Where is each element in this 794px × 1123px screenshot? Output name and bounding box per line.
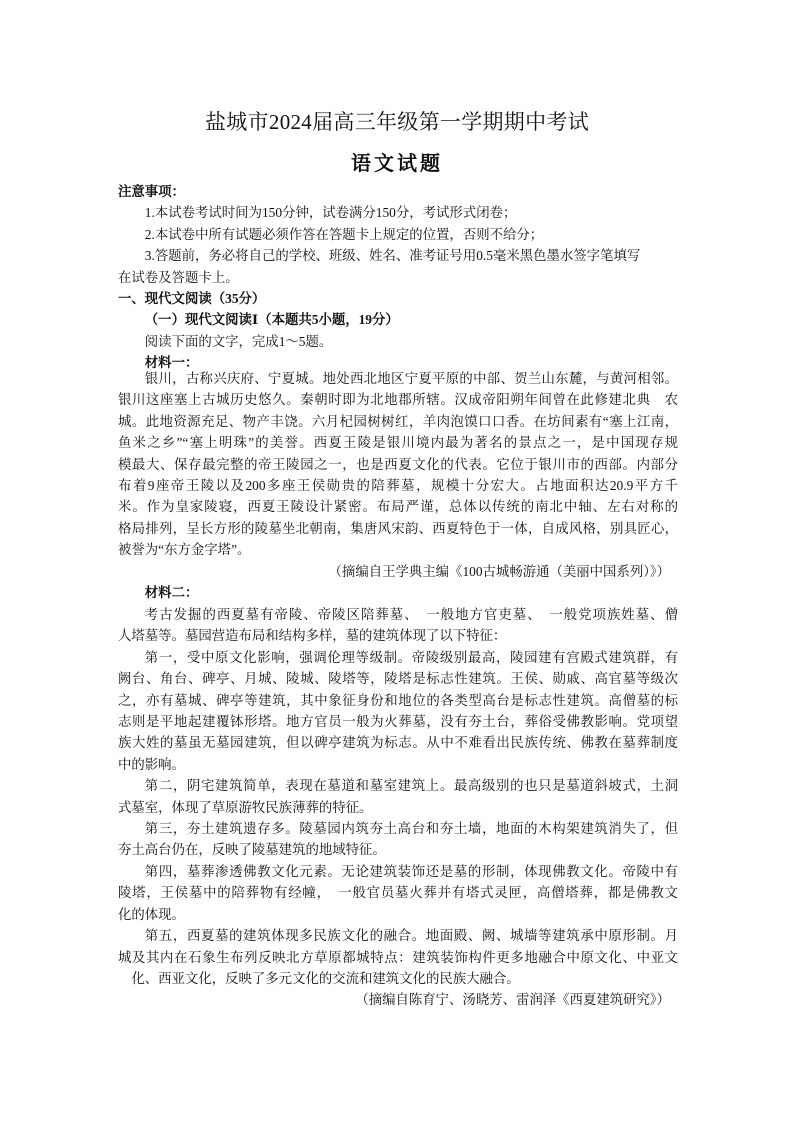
text-line: 鱼米之乡”“塞上明珠”的美誉。西夏王陵是银川境内最为著名的景点之一，是中国现存规 [118, 435, 678, 451]
section-heading: 一、现代文阅读（35分） [118, 291, 266, 307]
text-line: 志则是平地起建覆钵形塔。地方官员一般为火葬墓，没有夯土台，葬俗受佛教影响。党项望 [118, 714, 678, 730]
text-line: 城及其内在石象生布列反映北方草原都城特点：建筑装饰构件更多地融合中原文化、中亚文 [118, 949, 678, 965]
notice-section [118, 181, 678, 374]
text-line: 化、西亚文化，反映了多元文化的交流和建筑文化的民族大融合。 [131, 970, 520, 986]
text-line: 陵塔，王侯墓中的陪葬物有经幢， 一般官员墓火葬并有塔式灵匣，高僧塔葬，都是佛教文 [118, 885, 678, 901]
text-line: 银川这座塞上古城历史悠久。秦朝时即为北地郡所辖。汉成帝阳朔年间曾在此修建北典 农 [118, 392, 678, 408]
material-source: （摘编自王学典主编《100古城畅游通（美丽中国系列）》） [328, 563, 670, 579]
notice-item: 在试卷及答题卡上。 [118, 269, 239, 285]
text-line: 银川，古称兴庆府、宁夏城。地处西北地区宁夏平原的中部、贺兰山东麓，与黄河相邻。 [144, 371, 678, 386]
notice-heading: 注意事项： [118, 184, 185, 199]
text-line: 被誉为“东方金字塔”。 [118, 542, 251, 558]
subsection-heading: （一）现代文阅读Ⅰ（本题共5小题，19分） [144, 312, 399, 328]
text-line: 城。此地资源充足、物产丰饶。六月杞园树树红，羊肉泡馍口口香。在坊间素有“塞上江南， [118, 413, 678, 429]
text-line: 之，亦有墓城、碑亭等建筑，其中象征身份和地位的各类型高台是标志性建筑。高僧墓的标 [118, 692, 678, 708]
text-line: 第四，墓葬渗透佛教文化元素。无论建筑装饰还是墓的形制，体现佛教文化。帝陵中有 [144, 863, 678, 879]
text-line: 第三，夯土建筑遗存多。陵墓园内筑夯土高台和夯土墙，地面的木构架建筑消失了，但 [144, 821, 678, 837]
material-source: （摘编自陈育宁、汤晓芳、雷润泽《西夏建筑研究》） [355, 992, 670, 1008]
text-line: 夯土高台仍在，反映了陵墓建筑的地域特征。 [118, 842, 386, 858]
text-line: 化的体现。 [118, 906, 185, 922]
text-line: 第五，西夏墓的建筑体现多民族文化的融合。地面殿、阙、城墙等建筑承中原形制。月 [144, 928, 678, 944]
text-line: 布着9座帝王陵以及200多座王侯勋贵的陪葬墓，规模十分宏大。占地面积达20.9平方千 [118, 478, 678, 494]
material-label: 材料二： [144, 585, 199, 601]
subject-title: 语文试题 [351, 153, 443, 175]
text-line: 族大姓的墓虽无墓园建筑，但以碑亭建筑为标志。从中不难看出民族传统、佛教在墓葬制度 [118, 735, 678, 751]
text-line: 考古发掘的西夏墓有帝陵、帝陵区陪葬墓、 一般地方官吏墓、 一般党项族姓墓、僧 [144, 607, 678, 622]
text-line: 阙台、角台、碑亭、月城、陵城、陵塔等，陵塔是标志性建筑。王侯、勋戚、高官墓等级次 [118, 671, 678, 687]
text-line: 米。作为皇家陵寝，西夏王陵设计紧密。布局严谨，总体以传统的南北中轴、左右对称的 [118, 499, 678, 515]
material-two-text [118, 604, 678, 1011]
text-line: 中的影响。 [118, 756, 185, 772]
text-line: 第一，受中原文化影响，强调伦理等级制。帝陵级别最高，陵园建有宫殿式建筑群，有 [144, 649, 678, 665]
text-line: 人塔墓等。墓园营造布局和结构多样，墓的建筑体现了以下特征： [118, 628, 507, 644]
exam-title: 盐城市2024届高三年级第一学期期中考试 [205, 110, 589, 134]
text-line: 模最大、保存最完整的帝王陵园之一，也是西夏文化的代表。它位于银川市的西部。内部分 [118, 456, 678, 472]
text-line: 格局排列，呈长方形的陵墓坐北朝南，集唐风宋韵、西夏特色于一体，自成风格，别具匠心， [118, 520, 678, 536]
notice-item: 1.本试卷考试时间为150分钟，试卷满分150分，考试形式闭卷； [144, 205, 517, 221]
reading-instruction: 阅读下面的文字，完成1～5题。 [144, 333, 333, 349]
notice-item: 3.答题前，务必将自己的学校、班级、姓名、准考证号用0.5毫米黑色墨水签字笔填写 [144, 248, 641, 264]
material-label: 材料一： [144, 355, 199, 371]
material-one-text [118, 368, 678, 603]
text-line: 式墓室，体现了草原游牧民族薄葬的特征。 [118, 799, 373, 815]
notice-item: 2.本试卷中所有试题必须作答在答题卡上规定的位置，否则不给分； [144, 226, 544, 242]
text-line: 第二，阴宅建筑简单，表现在墓道和墓室建筑上。最高级别的也只是墓道斜坡式，土洞 [144, 778, 678, 794]
